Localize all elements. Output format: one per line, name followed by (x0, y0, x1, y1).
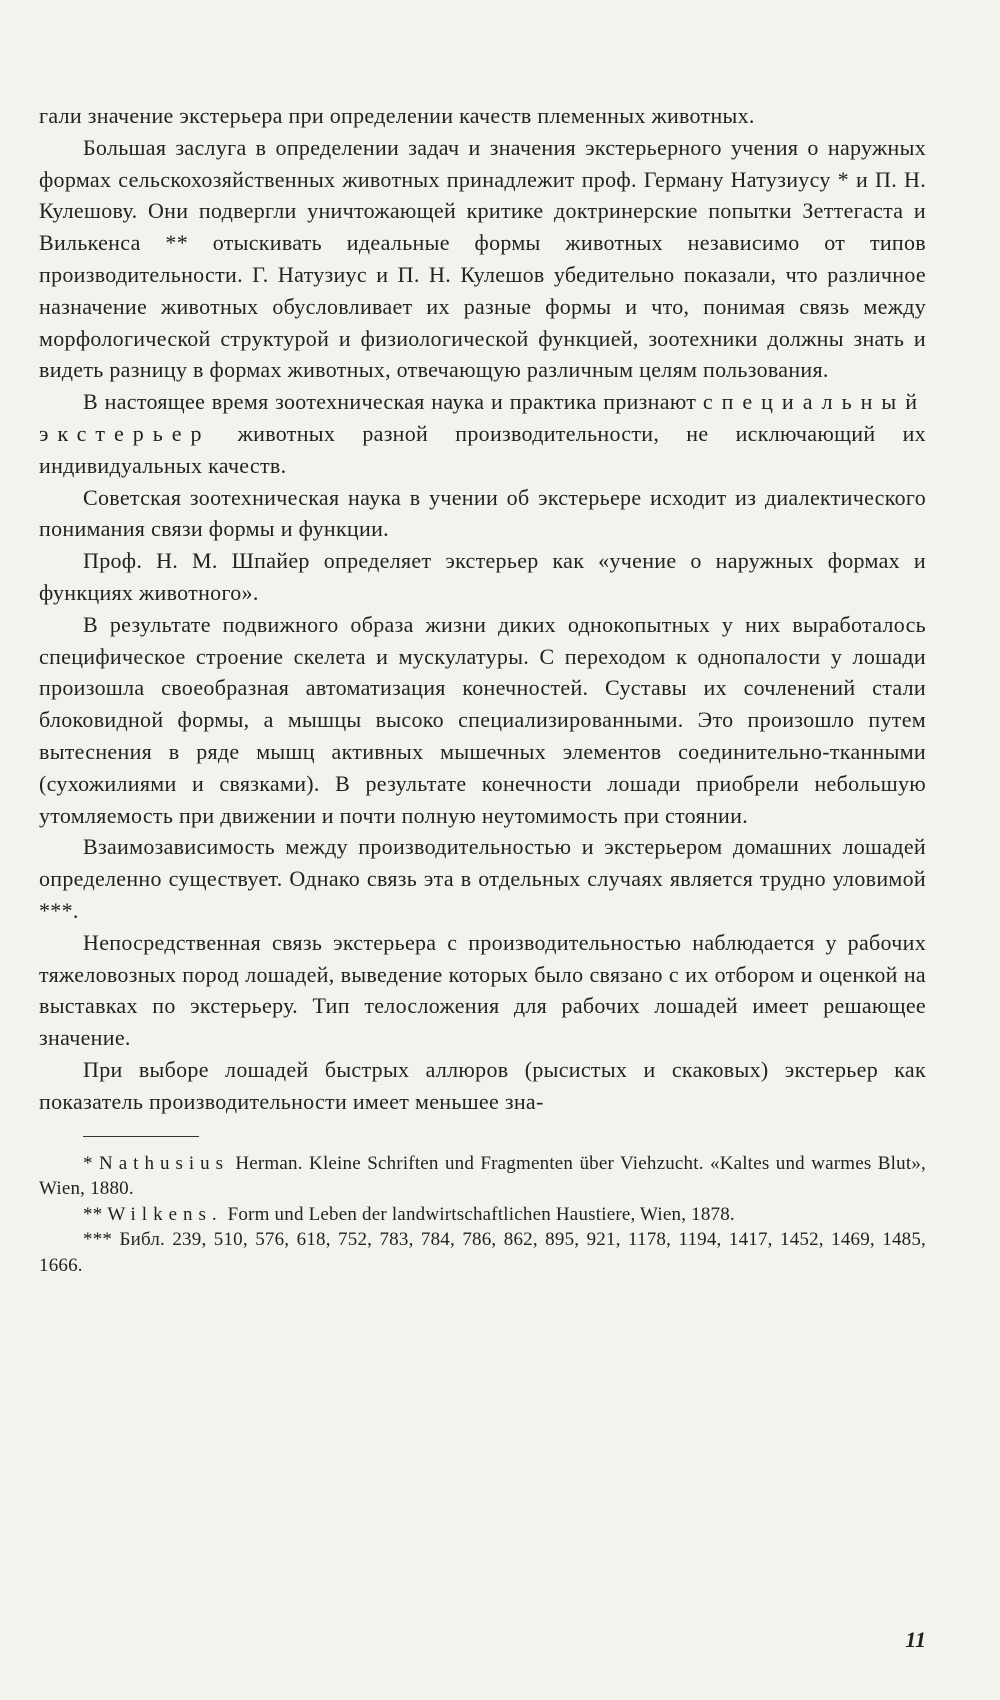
footnote-3-text: Библ. 239, 510, 576, 618, 752, 783, 784, 786, 862, 895, 921, 1178, 1194, 1417, 1452, 1469, 1485, 1666. (39, 1229, 926, 1276)
paragraph-7: Взаимозависимость между производительностью и экстерьером домашних лошадей определенно существует. Однако связь эта в отдельных случаях является трудно уловимой ***. (39, 834, 926, 923)
page-number: 11 (905, 1627, 926, 1652)
paragraph-1: гали значение экстерьера при определении качеств племенных животных. (39, 103, 755, 128)
footnote-1 (39, 1151, 926, 1202)
footnotes (39, 1151, 926, 1279)
footnote-3-mark: *** (83, 1229, 113, 1250)
paragraph-2: Большая заслуга в определении задач и значения экстерьерного учения о наружных формах сельскохозяйственных животных принадлежит проф. Герману Натузиусу * и П. Н. Кулешову. Они подвергли уничтожающей критике доктринерские попытки Зеттегаста и Вилькенса ** отыскивать идеальные формы животных независимо от типов производительности. Г. Натузиус и П. Н. Кулешов убедительно показали, что различное назначение животных обусловливает их разные формы и что, понимая связь между морфологической структурой и физиологической функцией, зоотехники должны знать и видеть разницу в формах животных, отвечающую различным целям пользования. (39, 134, 926, 383)
paragraph-6: В результате подвижного образа жизни диких однокопытных у них выработалось специфическое строение скелета и мускулатуры. С переходом к однопалости у лошади произошла своеобразная автоматизация конечностей. Суставы их сочленений стали блоковидной формы, а мышцы высоко специализированными. Это произошло путем вытеснения в ряде мышц активных мышечных элементов соединительно-тканными (сухожилиями и связками). В результате конечности лошади приобрели небольшую утомляемость при движении и почти полную неутомимость при стоянии. (39, 611, 926, 828)
paragraph-5: Проф. Н. М. Шпайер определяет экстерьер как «учение о наружных формах и функциях животного». (39, 548, 926, 605)
footnote-2-text: Form und Leben der landwirtschaftlichen Haustiere, Wien, 1878. (222, 1203, 735, 1225)
footnote-3 (39, 1227, 926, 1278)
paragraph-3-before: В настоящее время зоотехническая наука и практика признают (83, 389, 703, 415)
paragraph-3 (39, 386, 926, 481)
paragraph-3-after: животных разной производительности, не исключающий их индивидуальных качеств. (39, 420, 926, 478)
paragraph-9: При выборе лошадей быстрых аллюров (рысистых и скаковых) экстерьер как показатель производительности имеет меньшее зна- (39, 1056, 926, 1114)
paragraph-4: Советская зоотехническая наука в учении об экстерьере исходит из диалектического понимания связи формы и функции. (39, 484, 926, 542)
footnote-2 (39, 1202, 926, 1228)
footnote-1-author: Nathusius (99, 1152, 230, 1174)
footnote-divider (83, 1136, 199, 1137)
footnote-2-mark: ** (83, 1203, 103, 1225)
footnote-1-mark: * (83, 1152, 93, 1174)
paragraph-8: Непосредственная связь экстерьера с производительностью наблюдается у рабочих тяжеловозных пород лошадей, выведение которых было связано с их отбором и оценкой на выставках по экстерьеру. Тип телосложения для рабочих лошадей имеет решающее значение. (39, 929, 926, 1051)
footnote-1-text: Herman. Kleine Schriften und Fragmenten über Viehzucht. «Kaltes und warmes Blut», Wien, 1880. (39, 1152, 926, 1199)
footnote-2-author: Wilkens. (107, 1203, 223, 1225)
spaced-term: специальный экстерьер (39, 389, 926, 446)
body-text (39, 100, 926, 1118)
